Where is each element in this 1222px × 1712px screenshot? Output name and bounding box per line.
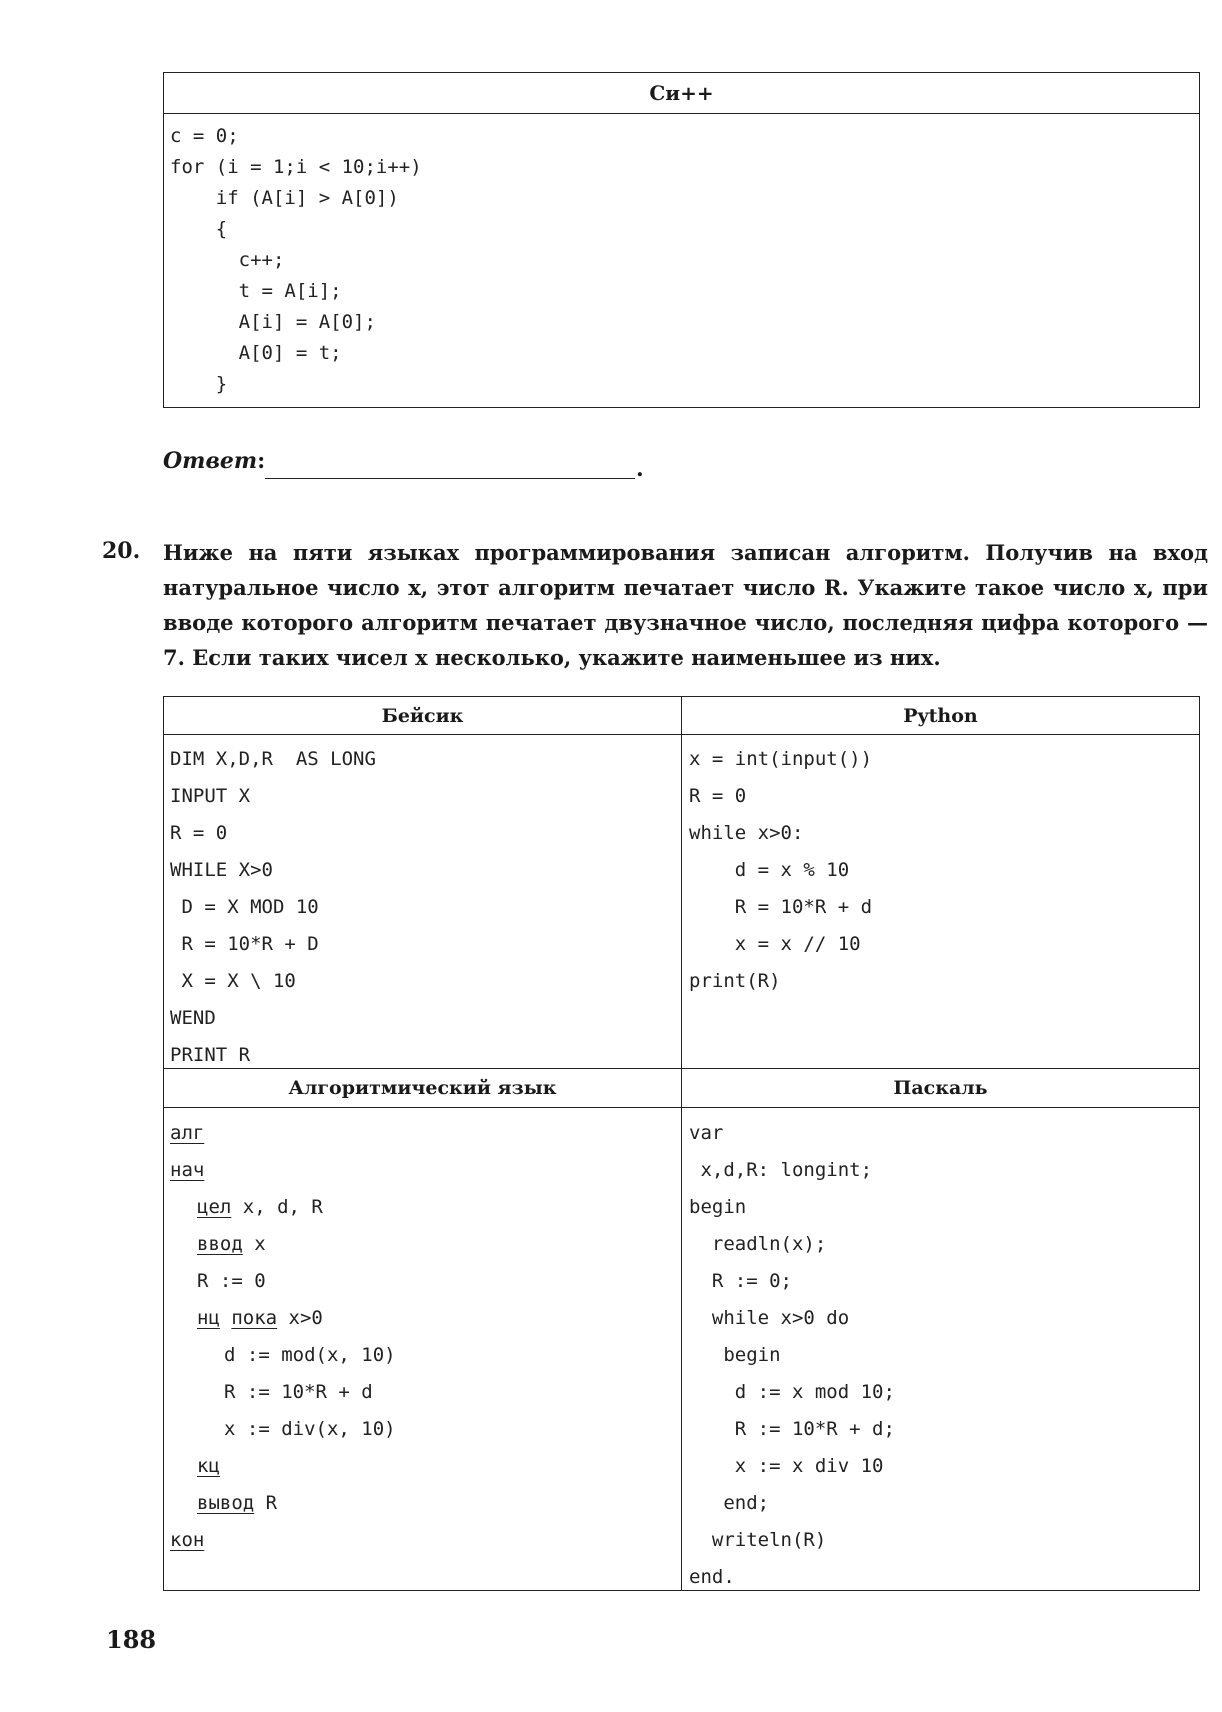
task-number: 20.: [102, 538, 141, 564]
row-divider: [164, 1107, 1199, 1108]
code-line: end.: [689, 1566, 735, 1588]
code-line: readln(x);: [689, 1233, 827, 1255]
column-divider: [681, 697, 682, 1590]
row-divider: [164, 734, 1199, 735]
code-line: WHILE X>0: [170, 859, 273, 881]
code-line: R = 10*R + d: [689, 896, 873, 918]
code-line: INPUT X: [170, 785, 251, 807]
code-line: нц пока x>0: [197, 1307, 323, 1329]
code-line: R := 10*R + d: [224, 1381, 373, 1403]
code-line: d = x % 10: [689, 859, 850, 881]
code-line: t = A[i];: [170, 280, 342, 302]
code-line: x = int(input()): [689, 748, 873, 770]
code-line: x := div(x, 10): [224, 1418, 396, 1440]
answer-dot: .: [636, 456, 644, 482]
algo-code: [170, 1121, 396, 1551]
basic-header: Бейсик: [381, 705, 464, 727]
code-line: x := x div 10: [689, 1455, 884, 1477]
code-line: x = x // 10: [689, 933, 861, 955]
code-line: while x>0:: [689, 822, 804, 844]
page-number: 188: [106, 1625, 157, 1654]
code-line: R = 10*R + D: [170, 933, 319, 955]
code-line: x,d,R: longint;: [689, 1159, 873, 1181]
code-line: c = 0;: [170, 125, 239, 147]
code-line: print(R): [689, 970, 781, 992]
python-header: Python: [903, 705, 978, 727]
code-line: PRINT R: [170, 1044, 251, 1066]
code-line: }: [170, 373, 228, 395]
code-line: A[i] = A[0];: [170, 311, 376, 333]
code-line: R = 0: [689, 785, 747, 807]
algo-header: Алгоритмический язык: [288, 1077, 557, 1099]
code-line: цел x, d, R: [197, 1196, 323, 1218]
code-line: A[0] = t;: [170, 342, 342, 364]
code-line: for (i = 1;i < 10;i++): [170, 156, 422, 178]
code-line: вывод R: [197, 1492, 278, 1514]
code-line: {: [170, 218, 228, 240]
task-text: Ниже на пяти языках программирования записан алгоритм. Получив на вход натуральное число x, этот алгоритм печатает число R. Укажите такое число x, при вводе которого алгоритм печатает двузначное число, последняя цифра которого — 7. Если таких чисел x несколько, укажите наименьшее из них.: [163, 540, 1208, 670]
languages-table: [163, 696, 1200, 1591]
code-line: var: [689, 1122, 724, 1144]
code-line: R = 0: [170, 822, 228, 844]
answer-field[interactable]: [265, 478, 635, 479]
answer-label: Ответ:: [163, 448, 266, 474]
code-line: кц: [197, 1455, 220, 1477]
python-code: [689, 747, 873, 992]
code-line: кон: [170, 1529, 205, 1551]
code-line: end;: [689, 1492, 770, 1514]
code-line: d := x mod 10;: [689, 1381, 895, 1403]
code-line: R := 10*R + d;: [689, 1418, 895, 1440]
pascal-code: [689, 1121, 895, 1588]
code-line: алг: [170, 1122, 205, 1144]
cpp-header: Си++: [164, 73, 1199, 114]
code-line: X = X \ 10: [170, 970, 296, 992]
code-line: while x>0 do: [689, 1307, 850, 1329]
basic-code: [170, 747, 376, 1066]
code-line: DIM X,D,R AS LONG: [170, 748, 376, 770]
code-line: WEND: [170, 1007, 216, 1029]
pascal-header: Паскаль: [893, 1077, 988, 1099]
code-line: нач: [170, 1159, 205, 1181]
code-line: if (A[i] > A[0]): [170, 187, 399, 209]
code-line: D = X MOD 10: [170, 896, 319, 918]
cpp-code-table: [163, 72, 1200, 408]
code-line: begin: [689, 1196, 747, 1218]
code-line: begin: [689, 1344, 781, 1366]
code-line: writeln(R): [689, 1529, 827, 1551]
code-line: c++;: [170, 249, 285, 271]
code-line: R := 0;: [689, 1270, 792, 1292]
row-divider: [164, 1068, 1199, 1069]
code-line: d := mod(x, 10): [224, 1344, 396, 1366]
code-line: ввод x: [197, 1233, 266, 1255]
code-line: R := 0: [197, 1270, 266, 1292]
